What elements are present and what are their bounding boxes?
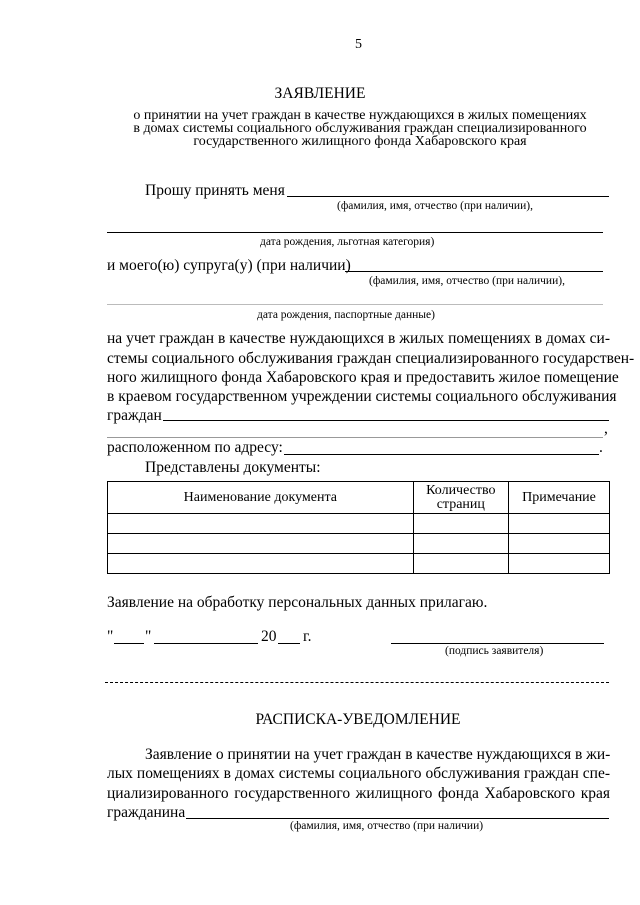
table-cell[interactable] bbox=[509, 514, 610, 534]
spouse-fio-hint: (фамилия, имя, отчество (при наличии), bbox=[369, 275, 565, 287]
table-cell[interactable] bbox=[413, 514, 508, 534]
body-line: стемы социального обслуживания граждан специализированного государствен- bbox=[107, 350, 635, 367]
table-cell[interactable] bbox=[413, 554, 508, 574]
subtitle-line: государственного жилищного фонда Хабаровского края bbox=[193, 134, 527, 149]
date-month-field[interactable] bbox=[154, 643, 258, 644]
receipt-title: РАСПИСКА-УВЕДОМЛЕНИЕ bbox=[255, 711, 461, 728]
spouse-birth-field[interactable] bbox=[107, 304, 603, 305]
spouse-prefix: и моего(ю) супруга(у) (при наличии) bbox=[107, 257, 351, 274]
address-field[interactable] bbox=[284, 454, 599, 455]
table-cell[interactable] bbox=[108, 514, 414, 534]
body-line: на учет граждан в качестве нуждающихся в жилых помещениях в домах си- bbox=[107, 330, 610, 347]
column-header: Количество страниц bbox=[413, 482, 508, 514]
body-line: ного жилищного фонда Хабаровского края и предоставить жилое помещение bbox=[107, 369, 619, 386]
subtitle-line: о принятии на учет граждан в качестве нуждающихся в жилых помещениях bbox=[133, 108, 587, 123]
receipt-citizen-prefix: гражданина bbox=[107, 804, 186, 821]
comma: , bbox=[604, 420, 608, 437]
request-prefix: Прошу принять меня bbox=[145, 182, 285, 199]
date-year-suffix: г. bbox=[303, 628, 312, 645]
table-cell[interactable] bbox=[509, 534, 610, 554]
table-row bbox=[108, 514, 610, 534]
institution-prefix: граждан bbox=[107, 407, 162, 424]
receipt-line: циализированного государственного жилищного фонда Хабаровского края bbox=[107, 785, 610, 802]
document-subtitle bbox=[0, 109, 640, 148]
table-cell[interactable] bbox=[108, 534, 414, 554]
column-header: Примечание bbox=[509, 482, 610, 514]
page-number: 5 bbox=[355, 37, 362, 52]
subtitle-line: в домах системы социального обслуживания граждан специализированного bbox=[133, 121, 587, 136]
table-row bbox=[108, 534, 610, 554]
signature-field[interactable] bbox=[391, 643, 604, 644]
applicant-birth-hint: дата рождения, льготная категория) bbox=[260, 236, 435, 248]
table-cell[interactable] bbox=[413, 534, 508, 554]
receipt-line: Заявление о принятии на учет граждан в качестве нуждающихся в жи- bbox=[145, 746, 611, 763]
documents-table bbox=[107, 481, 610, 574]
institution-field-2[interactable] bbox=[107, 437, 603, 438]
date-quote-close: " bbox=[145, 628, 152, 645]
table-cell[interactable] bbox=[509, 554, 610, 574]
institution-field[interactable] bbox=[163, 420, 609, 421]
receipt-line: лых помещениях в домах системы социального обслуживания граждан спе- bbox=[107, 765, 610, 782]
spouse-birth-hint: дата рождения, паспортные данные) bbox=[257, 309, 435, 321]
address-prefix: расположенном по адресу: bbox=[107, 439, 283, 456]
personal-data-note: Заявление на обработку персональных данных прилагаю. bbox=[107, 594, 488, 611]
date-day-field[interactable] bbox=[114, 643, 144, 644]
period: . bbox=[599, 439, 603, 456]
body-line: в краевом государственном учреждении системы социального обслуживания bbox=[107, 388, 617, 405]
applicant-birth-field[interactable] bbox=[107, 232, 603, 233]
date-year-field[interactable] bbox=[278, 643, 300, 644]
date-year-prefix: 20 bbox=[261, 628, 277, 645]
table-row bbox=[108, 554, 610, 574]
date-quote-open: " bbox=[107, 628, 114, 645]
documents-label: Представлены документы: bbox=[145, 459, 321, 476]
document-title: ЗАЯВЛЕНИЕ bbox=[274, 85, 366, 102]
table-header-row bbox=[108, 482, 610, 514]
table-cell[interactable] bbox=[108, 554, 414, 574]
signature-hint: (подпись заявителя) bbox=[445, 645, 544, 657]
applicant-fio-hint: (фамилия, имя, отчество (при наличии), bbox=[337, 200, 533, 212]
cut-line-divider bbox=[105, 682, 609, 683]
receipt-fio-field[interactable] bbox=[186, 818, 609, 819]
spouse-fio-field[interactable] bbox=[345, 271, 603, 272]
receipt-fio-hint: (фамилия, имя, отчество (при наличии) bbox=[290, 820, 484, 832]
column-header: Наименование документа bbox=[108, 482, 414, 514]
applicant-fio-field[interactable] bbox=[287, 196, 609, 197]
